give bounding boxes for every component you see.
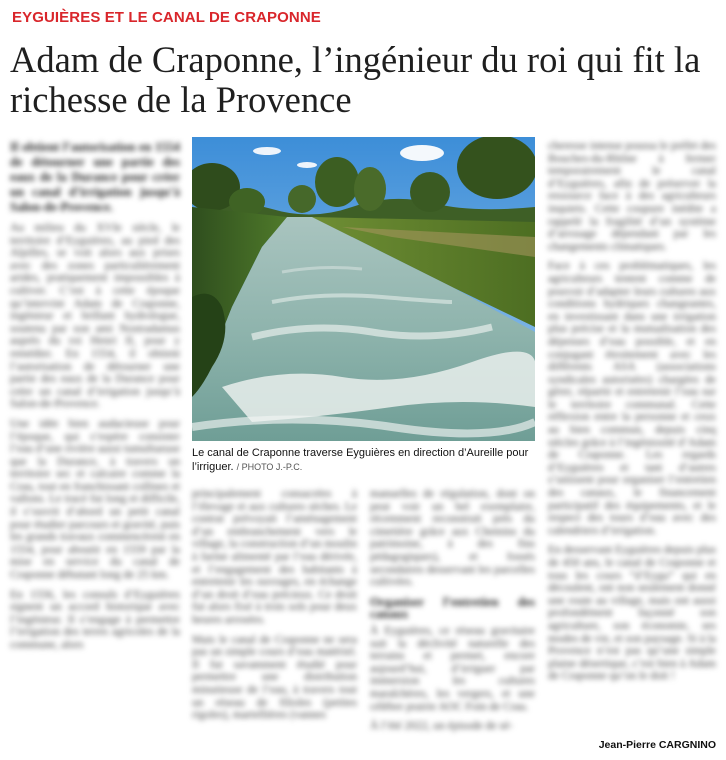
- caption-text: Le canal de Craponne traverse Eyguières en direction d’Aureille pour l’irriguer.: [192, 447, 529, 473]
- body-column-1: [10, 140, 180, 735]
- paragraph: À Eyguières, ce réseau gravitaire suit la déclivité naturelle des terrains et permet, encore aujourd’hui, d’irriguer par immersion les cultures maraîchères, les vergers, et une célèbre prairie AOC Foin de Crau.: [370, 624, 535, 713]
- body-column-2: [192, 488, 357, 750]
- paragraph: Face à ces problématiques, les agriculteurs tentent comme de pouvoir d’adapter leurs cultures aux conditions hydriques changeantes, en investissant dans une irrigation plus précise et la mutualisation des dépenses d’eau possible, et en conjugant étroitement avec les différents ASA (associations syndicales autorisées) chargées de gérer, répartir et entretenir l’eau sur le territoire communal. Cette réflexion entre la personne et ceux au bien commun, depuis cinq siècles grâce à l’ingéniosité d’Adam de Craponne. Les regards d’Eyguières et tant d’autres s’unissent pour organiser l’entretien des canaux, le financement participatif des équipements, et le respect des tours d’eau avec des calendriers d’irrigation.: [548, 260, 716, 537]
- body-column-3: [370, 488, 535, 750]
- article-lead: Il obtient l’autorisation en 1554 de détourner une partie des eaux de la Durance pour créer un canal d’irrigation jusqu’à Salon-de-Provence.: [10, 140, 180, 214]
- article-headline: Adam de Craponne, l’ingénieur du roi qui fit la richesse de la Provence: [10, 39, 701, 120]
- photo-caption: [192, 447, 537, 474]
- body-column-4: [548, 140, 716, 730]
- section-heading: Organiser l’entretien des canaux: [370, 594, 535, 622]
- paragraph: À l’été 2022, un épisode de sé-: [370, 720, 513, 733]
- paragraph: principalement consacrées à l’élevage et aux cultures sèches. Le contrat prévoyait l’aménagement d’un embranchement vers le village, la construction d’un moulin à farine alimenté par l’eau dérivée, et l’engagement des habitants à entretenir les ouvrages, en échange d’un droit d’eau précieux. Ce droit fut alors fixé à trois sols pour deux heures arrosées.: [192, 488, 357, 626]
- paragraph: manuelles de régulation, dont on peut voir un bel exemplaire, récemment reconstruit près du cimetière grâce aux Chemins du patrimoine, à des fins pédagogiques), et fossés secondaires desservant les parcelles cultivées.: [370, 488, 535, 589]
- paragraph: Au milieu du XVIe siècle, le territoire d’Eyguières, au pied des Alpilles, se voit alors aux prises avec des zones particulièrement arides, pratiquement impossibles à cultiver. C’est à cette époque qu’intervint Adam de Craponne, ingénieur et brillant hydrologue, soutenu par son ami Nostradamus auprès du roi Henri II, pour y remédier. En 1554, il obtient l’autorisation de détourner une partie des eaux de la Durance pour créer un canal d’irrigation jusqu’à Salon-de-Provence.: [10, 222, 180, 411]
- paragraph: Mais le canal de Craponne ne sera pas un simple cours d’eau matériel. Il fut savamment étudié pour permettre une distribution minutieuse de l’eau, à travers tout un réseau de filioles (petites rigoles), martellières (vannes: [192, 633, 357, 722]
- paragraph: cheresse intense poussa le préfet des Bouches-du-Rhône à fermer temporairement le canal d’Eyguières, afin de préserver la ressource face à des agriculteurs inquiets. Cette coupure inédite a rappelé la fragilité d’un système d’arrosage dépendant par les changements climatiques.: [548, 140, 716, 253]
- author-byline: Jean-Pierre CARGNINO: [598, 739, 716, 751]
- paragraph: En desservant Eyguières depuis plus de 450 ans, le canal de Craponne et tous les cours “d’Eygu” qui en découlent, ont non seulement donné une route au village, mais ont aussi profondément façonné son agriculture, son économie, ses modes de vie, et son paysage. Si à la Provence n’est pas qu’une simple plaine désertique, c’est bien à Adam de Craponne qu’on le doit !: [548, 544, 716, 683]
- paragraph: Une idée bien audacieuse pour l’époque, qui s’espère consister l’eau d’une rivière aussi tumultueuse que la Durance, à travers un territoire sec et calcaire comme la Crau, tout en franchissant collines et vallons. Le tracé fut long et difficile, il s’ouvrit d’abord un petit canal pour étudier parcours et gravité, puis les grands travaux commencèrent en 1554, pour aboutir en 1559 par la mise en service du canal de Craponne débutant long de 25 km.: [10, 417, 180, 582]
- paragraph: En 1556, les consuls d’Eyguières signent un accord historique avec l’ingénieur. Il s’engage à permettre l’irrigation des terres agricoles de la commune, alors: [10, 588, 180, 651]
- canal-photo: [192, 137, 535, 441]
- photo-credit: / PHOTO J.-P.C.: [236, 461, 303, 472]
- article-kicker: EYGUIÈRES ET LE CANAL DE CRAPONNE: [12, 9, 321, 26]
